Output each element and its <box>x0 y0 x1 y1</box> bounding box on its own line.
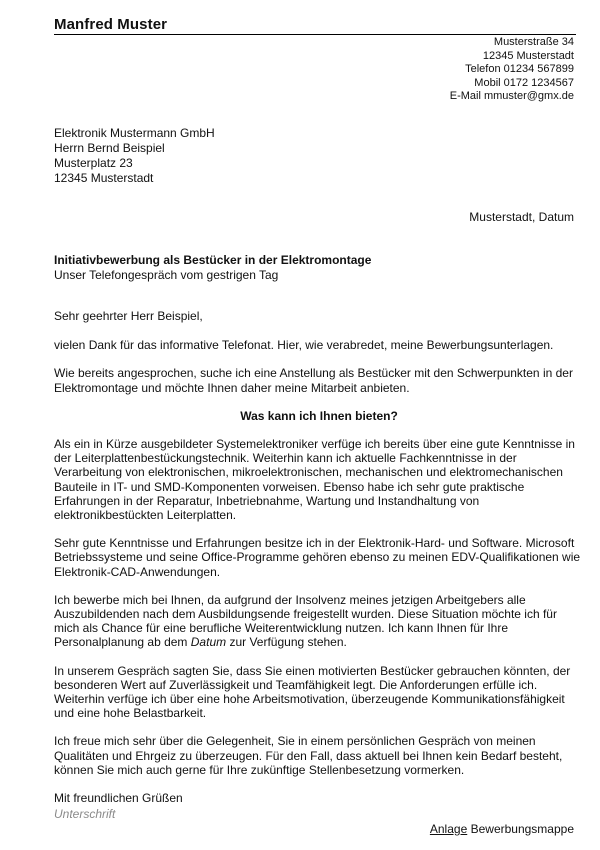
signature-placeholder: Unterschrift <box>54 807 116 821</box>
paragraph-requirements: In unserem Gespräch sagten Sie, dass Sie einen motivierten Bestücker gebrauchen könnten, der besonderen Wert auf Zuverlässigkeit und Teamfähigkeit legt. Die Anforderungen erfülle ich. Weiterhin verfüge ich über eine hohe Arbeitsmotivation, überzeugende Kommunikationsfähigkeit und eine hohe Belastbarkeit. <box>54 663 571 721</box>
salutation: Sehr geehrter Herr Beispiel, <box>54 309 203 323</box>
recipient-city: 12345 Musterstadt <box>54 171 154 185</box>
recipient-person: Herrn Bernd Beispiel <box>54 141 165 155</box>
closing-formula: Mit freundlichen Grüßen <box>54 791 183 806</box>
attachment-line <box>430 822 574 836</box>
letter-date: Musterstadt, Datum <box>469 210 574 224</box>
paragraph-motivation-end: zur Verfügung stehen. <box>226 635 347 650</box>
sender-city: 12345 Musterstadt <box>482 49 574 62</box>
paragraph-closing-remarks: Ich freue mich sehr über die Gelegenheit, Sie in einem persönlichen Gespräch von meinen Qualitäten und Ehrgeiz zu überzeugen. Für den Fall, dass aktuell bei Ihnen kein Bedarf besteht, können Sie mich auch gerne für Ihre zukünftige Stellenbesetzung vormerken. <box>54 734 563 777</box>
letter-body <box>54 309 584 819</box>
recipient-address-block <box>54 126 215 186</box>
paragraph-skills: Sehr gute Kenntnisse und Erfahrungen besitze ich in der Elektronik-Hard- und Software. Microsoft Betriebssysteme und seine Office-Programme gehören ebenso zu meinen EDV-Qualifikationen wie Elektronik-CAD-Anwendungen. <box>54 536 581 579</box>
attachment-label: Anlage <box>429 822 468 836</box>
paragraph-intro: Wie bereits angesprochen, suche ich eine Anstellung als Bestücker mit den Schwerpunkten in der Elektromontage und möchte Ihnen daher meine Mitarbeit anbieten. <box>54 366 573 395</box>
availability-date: Datum <box>190 635 227 650</box>
sender-address-block <box>450 36 574 104</box>
letter-subject-reference: Unser Telefongespräch vom gestrigen Tag <box>54 268 279 282</box>
header-rule <box>54 34 576 35</box>
recipient-street: Musterplatz 23 <box>54 156 133 170</box>
paragraph-qualifications: Als ein in Kürze ausgebildeter Systemelektroniker verfüge ich bereits über eine gute Kenntnisse in der Leiterplattenbestückungstechnik. Weiterhin kann ich aktuelle Fachkenntnisse in der Verarbeitung von elektronischen, mikroelektronischen, mechanischen und elektromechanischen Bauteile in IT- und SMD-Komponenten vorweisen. Ebenso habe ich sehr gute praktische Erfahrungen in der Reparatur, Inbetriebnahme, Wartung und Instandhaltung von elektronikbestückten Leiterplatten. <box>54 437 575 523</box>
section-heading: Was kann ich Ihnen bieten? <box>240 408 398 423</box>
paragraph-motivation-text: Ich bewerbe mich bei Ihnen, da aufgrund der Insolvenz meines jetzigen Arbeitgebers alle Auszubildenden nach dem Ausbildungsende freigestellt wurden. Diese Situation möchte ich für mich als Chance für eine berufliche Weiterentwicklung nutzen. Ich kann Ihnen für Ihre Personalplanung ab dem <box>54 592 557 650</box>
sender-email: E-Mail mmuster@gmx.de <box>449 90 574 103</box>
paragraph-motivation <box>54 593 584 650</box>
sender-phone: Telefon 01234 567899 <box>465 63 574 76</box>
sender-name: Manfred Muster <box>54 16 168 33</box>
sender-mobile: Mobil 0172 1234567 <box>474 76 574 89</box>
sender-street: Musterstraße 34 <box>493 36 574 48</box>
letter-subject: Initiativbewerbung als Bestücker in der Elektromontage <box>54 253 372 267</box>
recipient-company: Elektronik Mustermann GmbH <box>54 126 215 140</box>
attachment-text: Bewerbungsmappe <box>470 822 574 836</box>
paragraph-thanks: vielen Dank für das informative Telefonat. Hier, wie verabredet, meine Bewerbungsunterlagen. <box>54 338 554 353</box>
